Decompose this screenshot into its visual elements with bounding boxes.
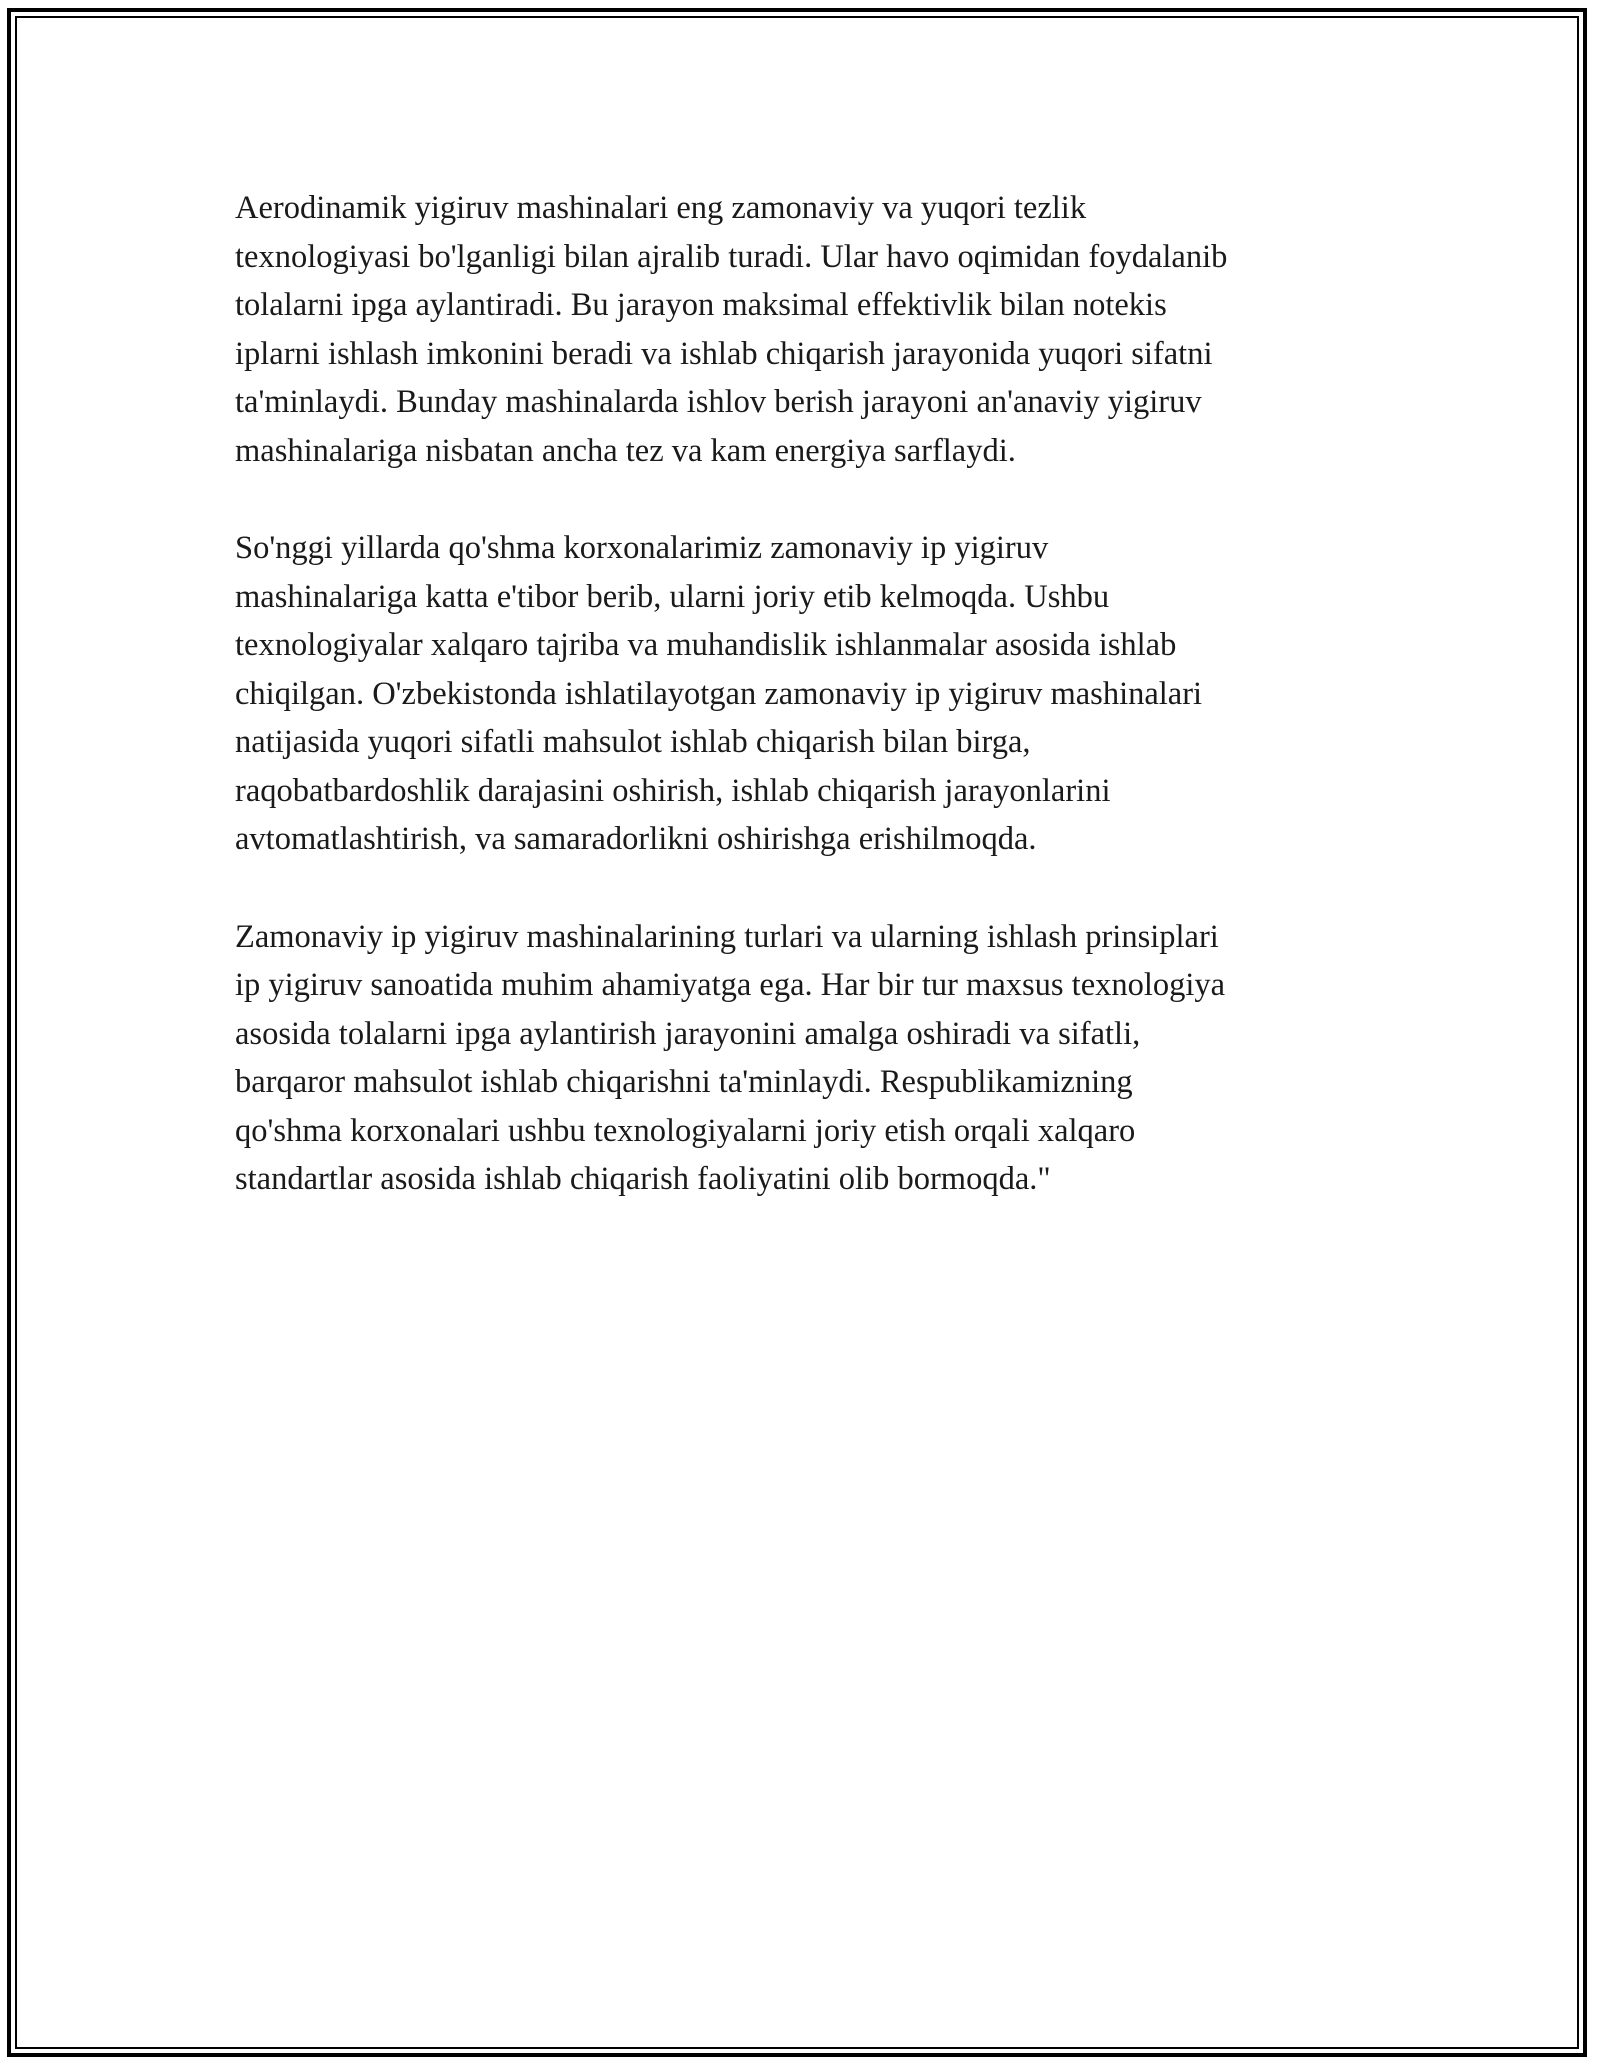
paragraph-1: Aerodinamik yigiruv mashinalari eng zamonaviy va yuqori tezlik texnologiyasi bo'lganligi bilan ajralib turadi. Ular havo oqimidan foydalanib tolalarni ipga aylantiradi. Bu jarayon maksimal effektivlik bilan notekis iplarni ishlash imkonini beradi va ishlab chiqarish jarayonida yuqori sifatni ta'minlaydi. Bunday mashinalarda ishlov berish jarayoni an'anaviy yigiruv mashinalariga nisbatan ancha tez va kam energiya sarflaydi. (235, 190, 1228, 469)
document-body (235, 184, 1370, 1253)
paragraph-3: Zamonaviy ip yigiruv mashinalarining turlari va ularning ishlash prinsiplari ip yigiruv sanoatida muhim ahamiyatga ega. Har bir tur maxsus texnologiya asosida tolalarni ipga aylantirish jarayonini amalga oshiradi va sifatli, barqaror mahsulot ishlab chiqarishni ta'minlaydi. Respublikamizning qo'shma korxonalari ushbu texnologiyalarni joriy etish orqali xalqaro standartlar asosida ishlab chiqarish faoliyatini olib bormoqda." (235, 918, 1226, 1197)
paragraph-2: So'nggi yillarda qo'shma korxonalarimiz zamonaviy ip yigiruv mashinalariga katta e'tibor berib, ularni joriy etib kelmoqda. Ushbu texnologiyalar xalqaro tajriba va muhandislik ishlanmalar asosida ishlab chiqilgan. O'zbekistonda ishlatilayotgan zamonaviy ip yigiruv mashinalari natijasida yuqori sifatli mahsulot ishlab chiqarish bilan birga, raqobatbardoshlik darajasini oshirish, ishlab chiqarish jarayonlarini avtomatlashtirish, va samaradorlikni oshirishga erishilmoqda. (235, 530, 1203, 857)
